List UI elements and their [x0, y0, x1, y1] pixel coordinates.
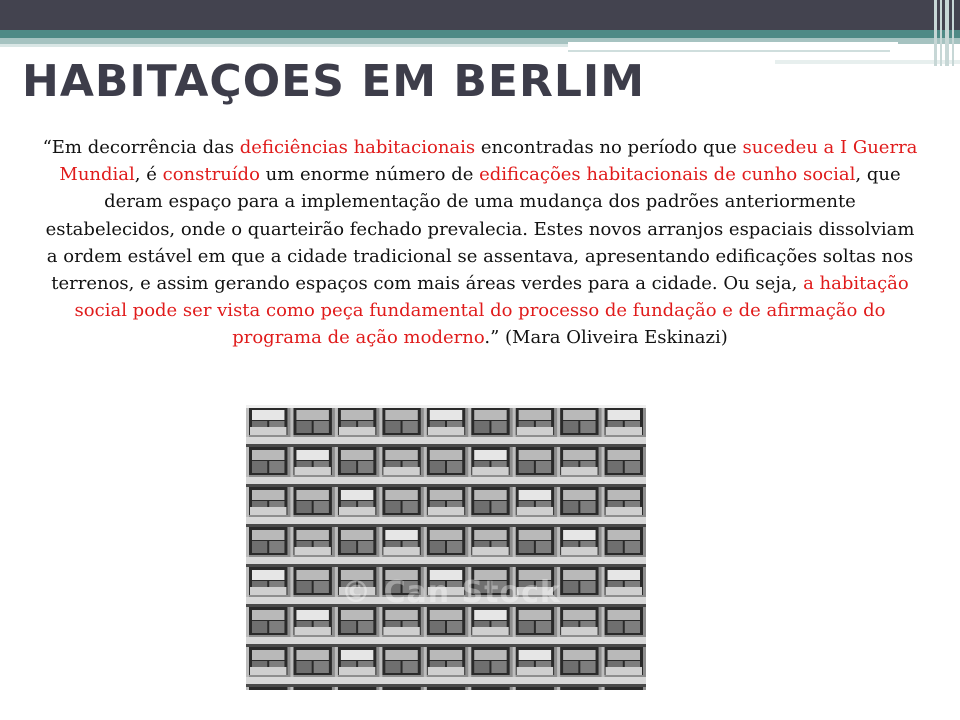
quote-highlight: edificações habitacionais de cunho social — [479, 164, 856, 186]
quote-highlight: a habitação social pode ser vista como peça fundamental do processo de fundação e de afirmação do programa de ação moderno — [74, 273, 909, 349]
quote-text — [40, 134, 920, 352]
quote-segment: “Em decorrência das — [42, 137, 240, 158]
quote-segment: um enorme número de — [259, 164, 480, 186]
header-band-line — [568, 50, 890, 52]
header-band-dark — [0, 0, 960, 30]
building-facade-drawing — [246, 405, 646, 690]
header-band-teal — [0, 30, 960, 38]
building-facade-photo — [246, 405, 646, 690]
header-stripes — [930, 0, 960, 66]
quote-highlight: deficiências habitacionais — [239, 137, 476, 158]
quote-segment: , é — [134, 164, 163, 186]
quote-segment: , que deram espaço para a implementação de uma mudança dos padrões anteriormente estabelecidos, onde o quarteirão fechado prevalecia. Estes novos arranjos espaciais dissolviam a ordem estável em que a cidade tradicional se assentava, apresentando edificações soltas nos terrenos, e assim gerando espaços com mais áreas verdes para a cidade. Ou seja, — [45, 164, 915, 295]
header-band-line-left — [0, 44, 568, 47]
quote-segment: .” (Mara Oliveira Eskinazi) — [484, 327, 728, 349]
quote-segment: encontradas no período que — [475, 137, 743, 158]
quote-highlight: sucedeu a I Guerra Mundial — [59, 137, 918, 186]
photo-watermark: © Can Stock — [341, 575, 561, 610]
quote-highlight: construído — [162, 164, 260, 186]
slide-title: HABITAÇOES EM BERLIM — [22, 56, 646, 107]
